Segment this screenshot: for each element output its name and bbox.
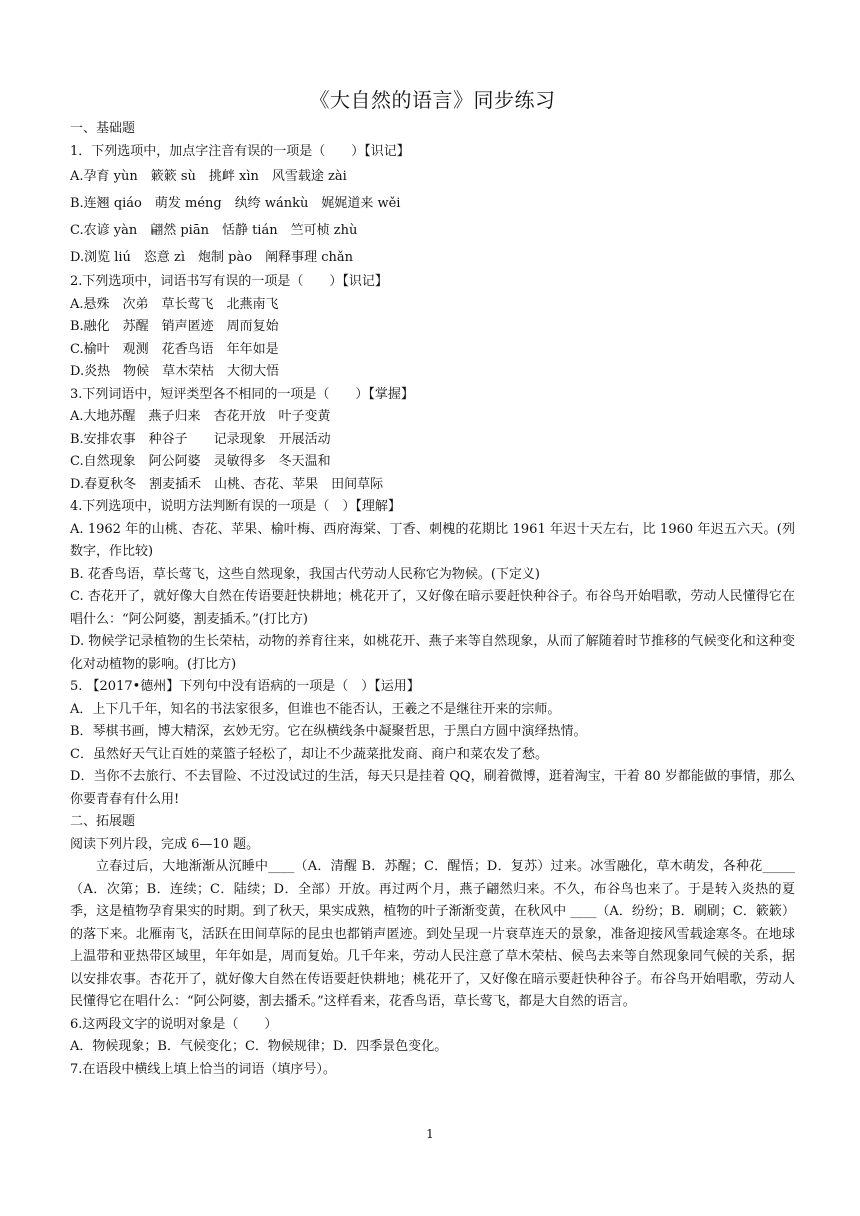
option-d: D. 物候学记录植物的生长荣枯，动物的养育往来，如桃花开、燕子来等自然现象，从而了解随着时节推移的气候变化和这种变化对动植物的影响。(打比方) xyxy=(70,634,795,672)
option-b: B. 花香鸟语，草长莺飞，这些自然现象，我国古代劳动人民称它为物候。(下定义) xyxy=(70,566,540,582)
option-b: B.连翘 qiáo 萌发 méng 纨绔 wánkù 娓娓道来 wěi xyxy=(70,196,401,211)
reading-passage: 立春过后，大地渐渐从沉睡中____（A．清醒 B．苏醒；C．醒悟；D．复苏）过来。冰雪融化，草木萌发，各种花_____（A．次第；B．连续；C．陆续；D．全部）开放。再过两个月，燕子翩然归来。不久，布谷鸟也来了。于是转入炎热的夏季，这是植物孕育果实的时期。到了秋天，果实成熟，植物的叶子渐渐变黄，在秋风中 ____（A．纷纷；B．刷刷；C．簌簌）的落下来。北雁南飞，活跃在田间草际的昆虫也都销声匿迹。到处呈现一片衰草连天的景象，准备迎接风雪载途寒冬。在地球上温带和亚热带区域里，年年如是，周而复始。几千年来，劳动人民注意了草木荣枯、候鸟去来等自然现象同气候的关系，据以安排农事。杏花开了，就好像大自然在传语要赶快耕地；桃花开了，又好像在暗示要赶快种谷子。布谷鸟开始唱歌，劳动人民懂得它在唱什么：“阿公阿婆，割去播禾。”这样看来，花香鸟语，草长莺飞，都是大自然的语言。 xyxy=(70,859,795,1009)
question-stem: 1．下列选项中，加点字注音有误的一项是（ ）【识记】 xyxy=(70,143,410,159)
question-7 xyxy=(70,1059,795,1082)
question-stem: 3.下列词语中，短评类型各不相同的一项是（ ）【掌握】 xyxy=(70,386,414,402)
option-d: D.炎热 物候 草木荣枯 大彻大悟 xyxy=(70,364,280,379)
reading-instructions: 阅读下列片段，完成 6—10 题。 xyxy=(70,836,260,852)
option-d: D.春夏秋冬 割麦插禾 山桃、杏花、苹果 田间草际 xyxy=(70,476,384,492)
question-stem: 4.下列选项中，说明方法判断有误的一项是（ ）【理解】 xyxy=(70,499,401,514)
option-d: D.浏览 liú 恣意 zì 炮制 pào 阐释事理 chǎn xyxy=(70,250,353,265)
question-options: A．物候现象；B．气候变化；C．物候规律；D．四季景色变化。 xyxy=(70,1039,448,1054)
question-stem: 7.在语段中横线上填上恰当的词语（填序号）。 xyxy=(70,1061,336,1077)
option-c: C.农谚 yàn 翩然 piān 恬静 tián 竺可桢 zhù xyxy=(70,223,358,238)
option-a: A.大地苏醒 燕子归来 杏花开放 叶子变黄 xyxy=(70,409,331,424)
section-heading-basic: 一、基础题 xyxy=(70,121,136,136)
question-6 xyxy=(70,1014,795,1059)
page-number: 1 xyxy=(426,1127,434,1141)
question-4 xyxy=(70,496,795,676)
question-stem: 2.下列选项中，词语书写有误的一项是（ ）【识记】 xyxy=(70,274,388,289)
question-2 xyxy=(70,271,795,384)
option-d: D．当你不去旅行、不去冒险、不过没试过的生活，每天只是挂着 QQ，刷着微博，逛着淘宝，干着 80 岁都能做的事情，那么你要青春有什么用! xyxy=(70,769,795,807)
document-page xyxy=(70,86,795,1081)
question-stem: 5. 【2017•德州】下列句中没有语病的一项是（ ）【运用】 xyxy=(70,679,420,694)
section-heading-extension: 二、拓展题 xyxy=(70,814,136,829)
option-c: C．虽然好天气让百姓的菜篮子轻松了，却让不少蔬菜批发商、商户和菜农发了愁。 xyxy=(70,746,548,762)
option-c: C.榆叶 观测 花香鸟语 年年如是 xyxy=(70,341,279,357)
option-c: C.自然现象 阿公阿婆 灵敏得多 冬天温和 xyxy=(70,454,331,469)
question-5 xyxy=(70,676,795,811)
option-b: B．琴棋书画，博大精深，玄妙无穷。它在纵横线条中凝聚哲思，于黑白方圆中演绎热情。 xyxy=(70,724,587,739)
option-a: A．上下几千年，知名的书法家很多，但谁也不能否认，王羲之不是继往开来的宗师。 xyxy=(70,701,561,717)
option-a: A.悬殊 次弟 草长莺飞 北燕南飞 xyxy=(70,296,279,312)
option-b: B.安排农事 种谷子 记录现象 开展活动 xyxy=(70,431,331,447)
question-stem: 6.这两段文字的说明对象是（ ） xyxy=(70,1016,278,1032)
option-b: B.融化 苏醒 销声匿迹 周而复始 xyxy=(70,319,279,334)
option-a: A. 1962 年的山桃、杏花、苹果、榆叶梅、西府海棠、丁香、刺槐的花期比 1961 年迟十天左右，比 1960 年迟五六天。(列数字，作比较) xyxy=(70,521,795,559)
question-3 xyxy=(70,384,795,497)
page-title: 《大自然的语言》同步练习 xyxy=(309,88,556,112)
option-a: A.孕育 yùn 簌簌 sù 挑衅 xìn 风雪载途 zài xyxy=(70,169,347,184)
question-1 xyxy=(70,141,795,272)
option-c: C. 杏花开了，就好像大自然在传语要赶快耕地；桃花开了，又好像在暗示要赶快种谷子。布谷鸟开始唱歌，劳动人民懂得它在唱什么：“阿公阿婆，割麦插禾。”(打比方) xyxy=(70,589,795,627)
